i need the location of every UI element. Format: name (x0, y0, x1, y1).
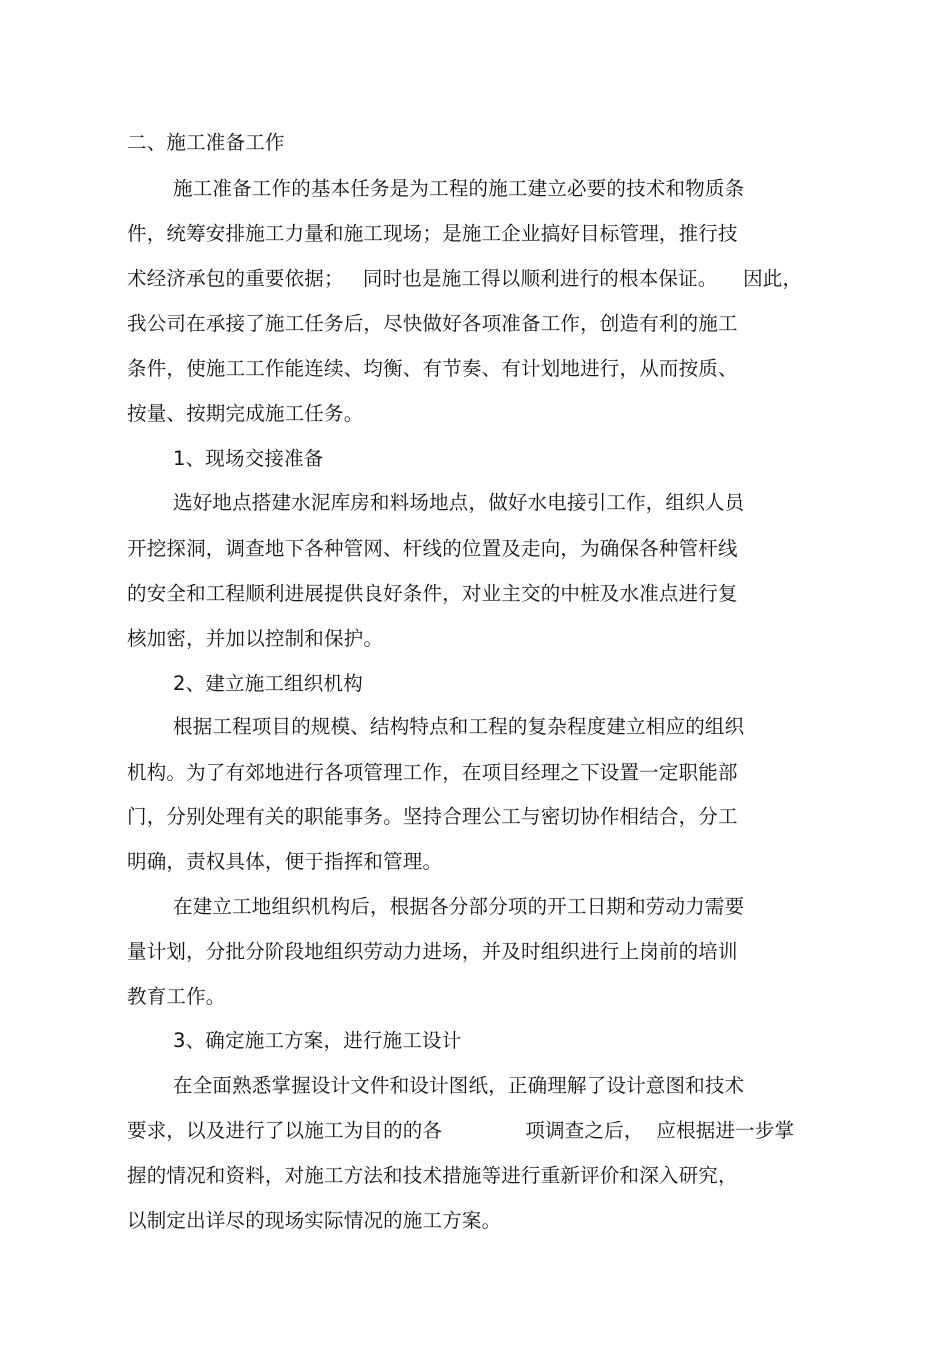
paragraph-line: 条件，使施工工作能连续、均衡、有节奏、有计划地进行，从而按质、 (127, 357, 738, 380)
paragraph-line: 要求，以及进行了以施工为目的的各 项调查之后， 应根据进一步掌 (127, 1119, 795, 1142)
paragraph-line: 选好地点搭建水泥库房和料场地点，做好水电接引工作，组织人员 (173, 491, 745, 514)
paragraph-line: 以制定出详尽的现场实际情况的施工方案。 (127, 1209, 502, 1232)
paragraph-line: 在全面熟悉掌握设计文件和设计图纸，正确理解了设计意图和技术 (173, 1074, 745, 1097)
section-heading: 二、施工准备工作 (127, 131, 285, 154)
paragraph-line: 明确，责权具体，便于指挥和管理。 (127, 850, 443, 873)
paragraph-line: 的安全和工程顺利进展提供良好条件，对业主交的中桩及水准点进行复 (127, 582, 738, 605)
paragraph-line: 教育工作。 (127, 985, 226, 1008)
paragraph-line: 件，统筹安排施工力量和施工现场；是施工企业搞好目标管理，推行技 (127, 222, 738, 245)
paragraph-line: 握的情况和资料，对施工方法和技术措施等进行重新评价和深入研究， (127, 1164, 738, 1187)
paragraph-line: 开挖探洞，调查地下各种管网、杆线的位置及走向，为确保各种管杆线 (127, 537, 738, 560)
paragraph-line: 施工准备工作的基本任务是为工程的施工建立必要的技术和物质条 (173, 177, 745, 200)
paragraph-line: 机构。为了有郊地进行各项管理工作，在项目经理之下设置一定职能部 (127, 761, 738, 784)
paragraph-line: 我公司在承接了施工任务后，尽快做好各项准备工作，创造有利的施工 (127, 312, 738, 335)
paragraph-line: 按量、按期完成施工任务。 (127, 402, 364, 425)
subsection-heading: 1、现场交接准备 (173, 447, 324, 470)
paragraph-line: 术经济承包的重要依据； 同时也是施工得以顺利进行的根本保证。 因此， (127, 267, 803, 290)
paragraph-line: 门，分别处理有关的职能事务。坚持合理公工与密切协作相结合，分工 (127, 805, 738, 828)
paragraph-line: 在建立工地组织机构后，根据各分部分项的开工日期和劳动力需要 (173, 895, 745, 918)
paragraph-line: 核加密，并加以控制和保护。 (127, 627, 384, 650)
paragraph-line: 量计划，分批分阶段地组织劳动力进场，并及时组织进行上岗前的培训 (127, 940, 738, 963)
paragraph-line: 根据工程项目的规模、结构特点和工程的复杂程度建立相应的组织 (173, 715, 745, 738)
subsection-heading: 3、确定施工方案，进行施工设计 (173, 1029, 462, 1052)
subsection-heading: 2、建立施工组织机构 (173, 672, 363, 695)
